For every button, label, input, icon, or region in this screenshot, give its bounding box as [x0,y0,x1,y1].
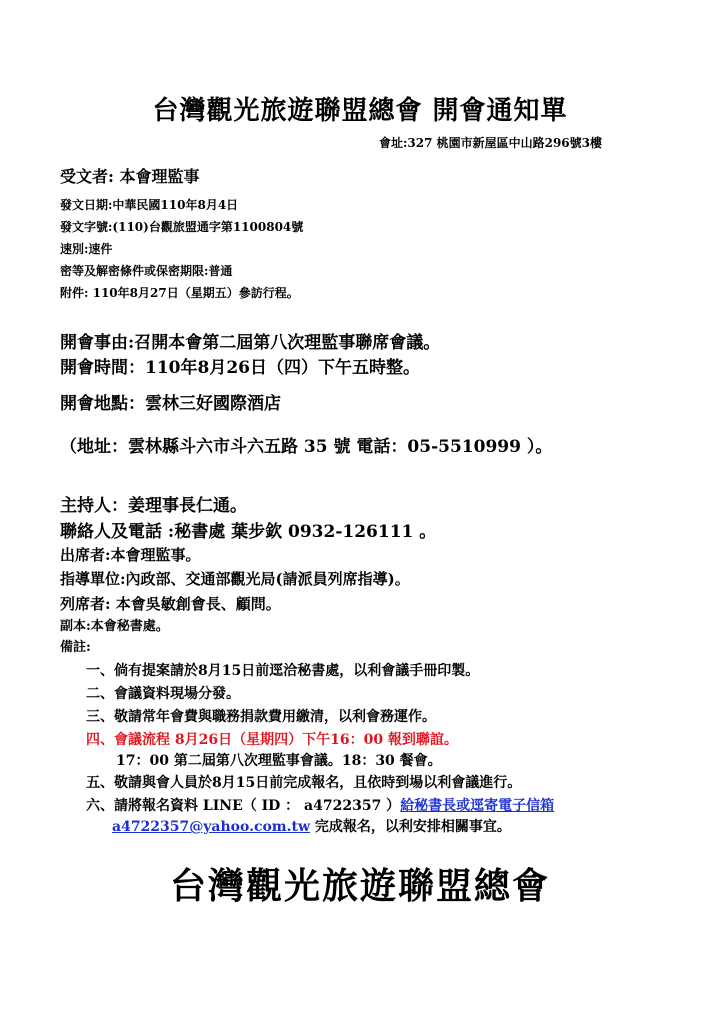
recipient: 受文者: 本會理監事 [60,167,200,186]
document-number: 發文字號:(110)台觀旅盟通字第1100804號 [60,220,304,234]
note-6 [86,795,554,815]
observers: 列席者: 本會吳敏創會長、顧問。 [60,595,281,613]
note-6-text: 六、請將報名資料 LINE（ ID ： a4722357 ） [86,798,401,814]
note-4: 四、會議流程 8月26日（星期四）下午16：00 報到聯誼。 [86,732,458,748]
remarks-label: 備註: [60,640,91,655]
note-4-continued: 17：00 第二屆第八次理監事會議。18：30 餐會。 [116,753,442,769]
meeting-reason: 開會事由:召開本會第二屆第八次理監事聯席會議。 [60,333,441,353]
attachment: 附件: 110年8月27日（星期五）參訪行程。 [60,286,299,300]
note-1: 一、倘有提案請於8月15日前逕洽秘書處，以利會議手冊印製。 [86,663,480,679]
association-address: 會址:327 桃園市新屋區中山路296號3樓 [378,136,602,150]
email-instruction-link[interactable]: 給秘書長或逕寄電子信箱 [400,798,555,814]
issue-date: 發文日期:中華民國110年8月4日 [60,198,239,212]
copy-to: 副本:本會秘書處。 [60,619,169,634]
note-5: 五、敬請與會人員於8月15日前完成報名，且依時到場以利會議進行。 [86,775,522,791]
note-3: 三、敬請常年會費與職務捐款費用繳清，以利會務運作。 [86,709,436,725]
meeting-time: 開會時間：110年8月26日（四）下午五時整。 [60,358,420,378]
guidance-units: 指導單位:內政部、交通部觀光局(請派員列席指導)。 [60,570,410,588]
meeting-place: 開會地點：雲林三好國際酒店 [60,394,281,414]
note-6-continued [112,816,511,836]
meeting-place-detail: （地址：雲林縣斗六市斗六五路 35 號 電話：05-5510999 ）。 [60,437,553,457]
contact: 聯絡人及電話 :秘書處 葉步欽 0932-126111 。 [60,522,437,542]
association-signature: 台灣觀光旅遊聯盟總會 [169,865,550,907]
attendees: 出席者:本會理監事。 [60,546,201,564]
delivery-speed: 速別:速件 [60,242,113,256]
security-level: 密等及解密條件或保密期限:普通 [60,264,233,278]
note-6-tail: 完成報名，以利安排相關事宜。 [310,819,511,835]
note-2: 二、會議資料現場分發。 [86,686,240,702]
host: 主持人：姜理事長仁通。 [60,496,247,516]
email-link[interactable]: a4722357@yahoo.com.tw [112,819,311,835]
document-title: 台灣觀光旅遊聯盟總會 開會通知單 [152,96,568,126]
